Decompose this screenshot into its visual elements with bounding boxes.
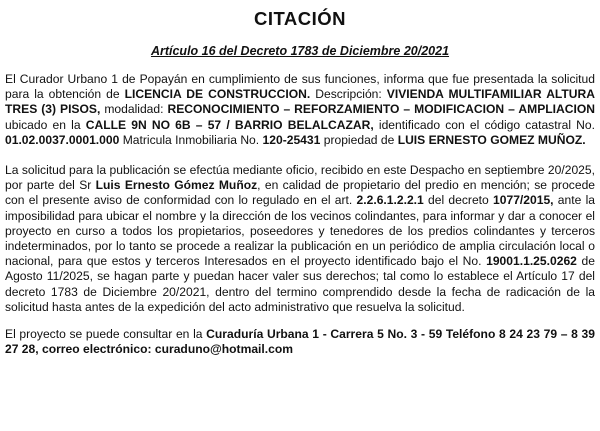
bold-text-run: LUIS ERNESTO GOMEZ MUÑOZ.	[397, 132, 586, 147]
bold-text-run: CALLE 9N NO 6B – 57 / BARRIO BELALCAZAR,	[85, 117, 374, 132]
bold-text-run: 19001.1.25.0262	[486, 254, 577, 269]
text-run: ante la imposibilidad para ubicar el nombre y la dirección de los vecinos colindantes, para informar y dar a conocer el proyecto en curso a todos los propietarios, poseedores y tenedores de los predios colindantes y terceros indeterminados, por lo tanto se procede a realizar la publicación en un periódico de amplia circulación local o nacional, para que estos y terceros Interesados en el proyecto identificado bajo el No.	[5, 193, 595, 269]
bold-text-run: VIVIENDA MULTIFAMILIAR ALTURA TRES (3) PISOS,	[5, 87, 596, 117]
text-run: de Agosto 11/2025, se hagan parte y puedan hacer valer sus derechos; tal como lo establece el Artículo 17 del decreto 1783 de Diciembre 20/2021, dentro del termino comprendido desde la fecha de radicación de la solicitud hasta antes de la expedición del acto administrativo que resuelva la solicitud.	[5, 254, 595, 314]
text-run: El proyecto se puede consultar en la	[5, 327, 207, 342]
text-run: modalidad:	[100, 102, 168, 117]
text-run: propiedad de	[320, 132, 398, 147]
text-run: Matricula Inmobiliaria No.	[119, 132, 263, 147]
document-title: CITACIÓN	[253, 8, 347, 29]
bold-text-run: 01.02.0037.0001.000	[5, 132, 120, 147]
bold-text-run: LICENCIA DE CONSTRUCCION.	[124, 87, 311, 102]
paragraph-1	[5, 72, 595, 148]
text-run: del decreto	[423, 193, 494, 208]
paragraph-2	[5, 163, 595, 315]
bold-text-run: Luis Ernesto Gómez Muñoz	[95, 178, 258, 193]
bold-text-run: 120-25431	[262, 132, 321, 147]
text-run: identificado con el código catastral No.	[373, 117, 596, 132]
bold-text-run: 1077/2015,	[493, 193, 554, 208]
document-subtitle: Artículo 16 del Decreto 1783 de Diciembre 20/2021	[150, 44, 450, 58]
bold-text-run: Curaduría Urbana 1 - Carrera 5 No. 3 - 59 Teléfono 8 24 23 79 – 8 39 27 28, correo electrónico: curaduno@hotmail.com	[5, 327, 595, 357]
text-run: Descripción:	[310, 87, 387, 102]
bold-text-run: 2.2.6.1.2.2.1	[356, 193, 424, 208]
text-run: , en calidad de propietario del predio en mención; se procede con el presente aviso de conformidad con lo regulado en el art.	[5, 178, 596, 208]
text-run: El Curador Urbano 1 de Popayán en cumplimiento de sus funciones, informa que fue presentada la solicitud para la obtención de	[5, 72, 595, 102]
paragraph-3	[5, 327, 595, 357]
text-run: La solicitud para la publicación se efectúa mediante oficio, recibido en este Despacho en septiembre 20/2025, por parte del Sr	[5, 163, 595, 193]
bold-text-run: RECONOCIMIENTO – REFORZAMIENTO – MODIFICACION – AMPLIACION	[167, 102, 595, 117]
text-run: ubicado en la	[5, 117, 86, 132]
